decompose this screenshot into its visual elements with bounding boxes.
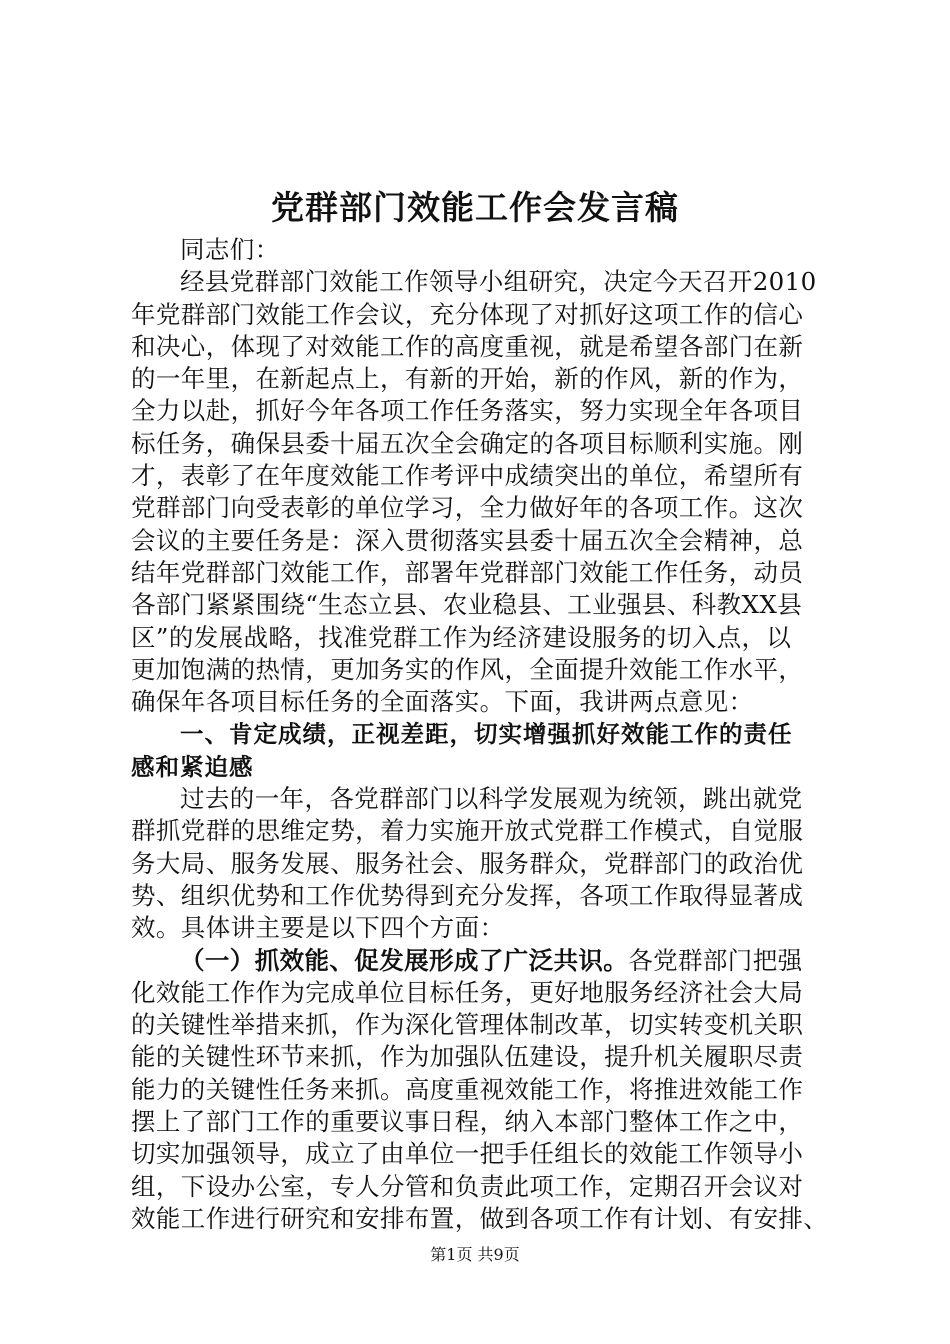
- paragraph-line: [131, 395, 831, 427]
- paragraph-line: [131, 1171, 831, 1203]
- line-text: 结年党群部门效能工作，部署年党群部门效能工作任务，动员: [131, 557, 804, 587]
- paragraph-line: [131, 622, 831, 654]
- paragraph-line: [131, 589, 831, 621]
- line-text: 能的关键性环节来抓，作为加强队伍建设，提升机关履职尽责: [131, 1042, 804, 1072]
- paragraph-line: [131, 299, 831, 331]
- subheading-text: （一）抓效能、促发展形成了广泛共识。: [180, 945, 629, 975]
- line-text: 各部门紧紧围绕“生态立县、农业稳县、工业强县、科教XX县: [131, 590, 803, 620]
- line-text: 能力的关键性任务来抓。高度重视效能工作，将推进效能工作: [131, 1074, 804, 1104]
- line-text: 摆上了部门工作的重要议事日程，纳入本部门整体工作之中，: [131, 1107, 804, 1137]
- paragraph-line: [131, 654, 831, 686]
- line-text: 务大局、服务发展、服务社会、服务群众，党群部门的政治优: [131, 848, 804, 878]
- paragraph-line: [131, 1074, 831, 1106]
- paragraph-line: [131, 1041, 831, 1073]
- line-text: 效。具体讲主要是以下四个方面：: [131, 913, 505, 943]
- paragraph-line: [131, 1138, 831, 1170]
- line-text: 的关键性举措来抓，作为深化管理体制改革，切实转变机关职: [131, 1010, 804, 1040]
- paragraph-line: [131, 557, 831, 589]
- paragraph-line: [131, 945, 831, 977]
- line-text: 同志们：: [180, 235, 280, 264]
- document-body: [131, 234, 831, 1235]
- line-text: 标任务，确保县委十届五次全会确定的各项目标顺利实施。刚: [131, 428, 804, 458]
- section-heading-line: [131, 751, 831, 783]
- paragraph-line: [131, 363, 831, 395]
- paragraph-line: [131, 880, 831, 912]
- line-text: 切实加强领导，成立了由单位一把手任组长的效能工作领导小: [131, 1139, 804, 1169]
- line-text: 区”的发展战略，找准党群工作为经济建设服务的切入点，以: [131, 622, 792, 652]
- line-text: 感和紧迫感: [131, 752, 254, 781]
- paragraph-line: [131, 234, 831, 266]
- line-text: 更加饱满的热情，更加务实的作风，全面提升效能工作水平，: [131, 654, 804, 684]
- line-text: 组，下设办公室，专人分管和负责此项工作，定期召开会议对: [131, 1171, 804, 1201]
- line-text: 党群部门向受表彰的单位学习，全力做好年的各项工作。这次: [131, 493, 804, 523]
- paragraph-line: [131, 848, 831, 880]
- line-text: 势、组织优势和工作优势得到充分发挥，各项工作取得显著成: [131, 880, 804, 910]
- line-text: 经县党群部门效能工作领导小组研究，决定今天召开2010: [180, 267, 817, 297]
- line-text: 才，表彰了在年度效能工作考评中成绩突出的单位，希望所有: [131, 461, 804, 491]
- paragraph-line: [131, 912, 831, 944]
- line-text: 化效能工作作为完成单位目标任务，更好地服务经济社会大局: [131, 977, 804, 1007]
- line-text: 过去的一年，各党群部门以科学发展观为统领，跳出就党: [180, 784, 803, 814]
- line-text: 年党群部门效能工作会议，充分体现了对抓好这项工作的信心: [131, 299, 804, 329]
- paragraph-line: [131, 783, 831, 815]
- paragraph-line: [131, 492, 831, 524]
- paragraph-line: [131, 1106, 831, 1138]
- paragraph-line: [131, 525, 831, 557]
- line-text: 群抓党群的思维定势，着力实施开放式党群工作模式，自觉服: [131, 816, 804, 846]
- paragraph-line: [131, 686, 831, 718]
- paragraph-line: [131, 460, 831, 492]
- page-footer: 第1页 共9页: [430, 1245, 520, 1264]
- line-text: 会议的主要任务是：深入贯彻落实县委十届五次全会精神，总: [131, 525, 804, 555]
- line-text: 全力以赴，抓好今年各项工作任务落实，努力实现全年各项目: [131, 396, 804, 426]
- paragraph-line: [131, 428, 831, 460]
- section-heading-line: [131, 718, 831, 750]
- line-text: 的一年里，在新起点上，有新的开始，新的作风，新的作为，: [131, 364, 804, 394]
- line-text: 和决心，体现了对效能工作的高度重视，就是希望各部门在新: [131, 331, 804, 361]
- line-text: 各党群部门把强: [628, 945, 803, 975]
- paragraph-line: [131, 815, 831, 847]
- paragraph-line: [131, 977, 831, 1009]
- line-text: 效能工作进行研究和安排布置，做到各项工作有计划、有安排、: [131, 1203, 829, 1233]
- line-text: 一、肯定成绩，正视差距，切实增强抓好效能工作的责任: [180, 720, 793, 749]
- paragraph-line: [131, 1009, 831, 1041]
- paragraph-line: [131, 1203, 831, 1235]
- document-title: 党群部门效能工作会发言稿: [271, 188, 679, 227]
- paragraph-line: [131, 331, 831, 363]
- line-text: 确保年各项目标任务的全面落实。下面，我讲两点意见：: [131, 687, 754, 717]
- paragraph-line: [131, 266, 831, 298]
